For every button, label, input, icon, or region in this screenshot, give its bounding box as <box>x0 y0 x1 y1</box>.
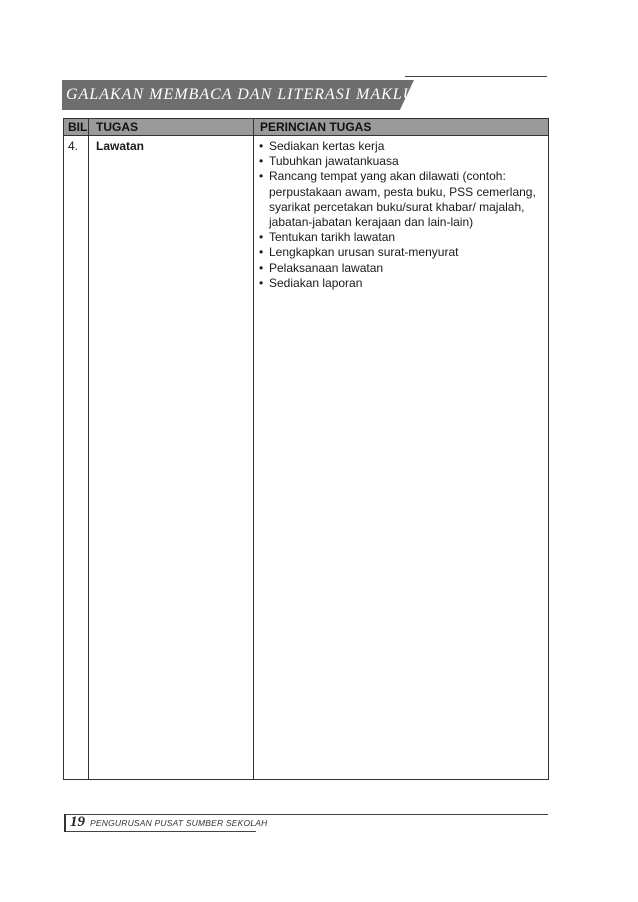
list-item: • Sediakan laporan <box>259 276 544 291</box>
list-item: • Lengkapkan urusan surat-menyurat <box>259 245 544 260</box>
task-table <box>63 118 549 780</box>
footer-rule-lower <box>66 831 256 832</box>
header-bil: BIL <box>68 120 88 134</box>
list-item: • Tentukan tarikh lawatan <box>259 230 544 245</box>
footer-title: PENGURUSAN PUSAT SUMBER SEKOLAH <box>90 818 268 828</box>
table-header-row <box>64 119 548 136</box>
column-divider-bil <box>88 119 89 779</box>
row-perincian-list <box>259 139 544 291</box>
list-item: • Sediakan kertas kerja <box>259 139 544 154</box>
footer-bar <box>64 814 66 832</box>
header-banner-text: GALAKAN MEMBACA DAN LITERASI MAKLUMAT <box>66 86 450 103</box>
header-rule <box>405 76 547 77</box>
list-item: • Rancang tempat yang akan dilawati (contoh: perpustakaan awam, pesta buku, PSS cemerlang, syarikat percetakan buku/surat khabar/ majalah, jabatan-jabatan kerajaan dan lain-lain) <box>259 169 544 230</box>
header-tugas: TUGAS <box>96 120 138 134</box>
list-item: • Tubuhkan jawatankuasa <box>259 154 544 169</box>
header-perincian: PERINCIAN TUGAS <box>260 120 372 134</box>
list-item: • Pelaksanaan lawatan <box>259 261 544 276</box>
column-divider-tugas <box>253 119 254 779</box>
row-tugas: Lawatan <box>96 139 145 153</box>
page-number: 19 <box>70 814 85 830</box>
footer-rule <box>66 814 548 815</box>
row-bil: 4. <box>68 139 79 153</box>
